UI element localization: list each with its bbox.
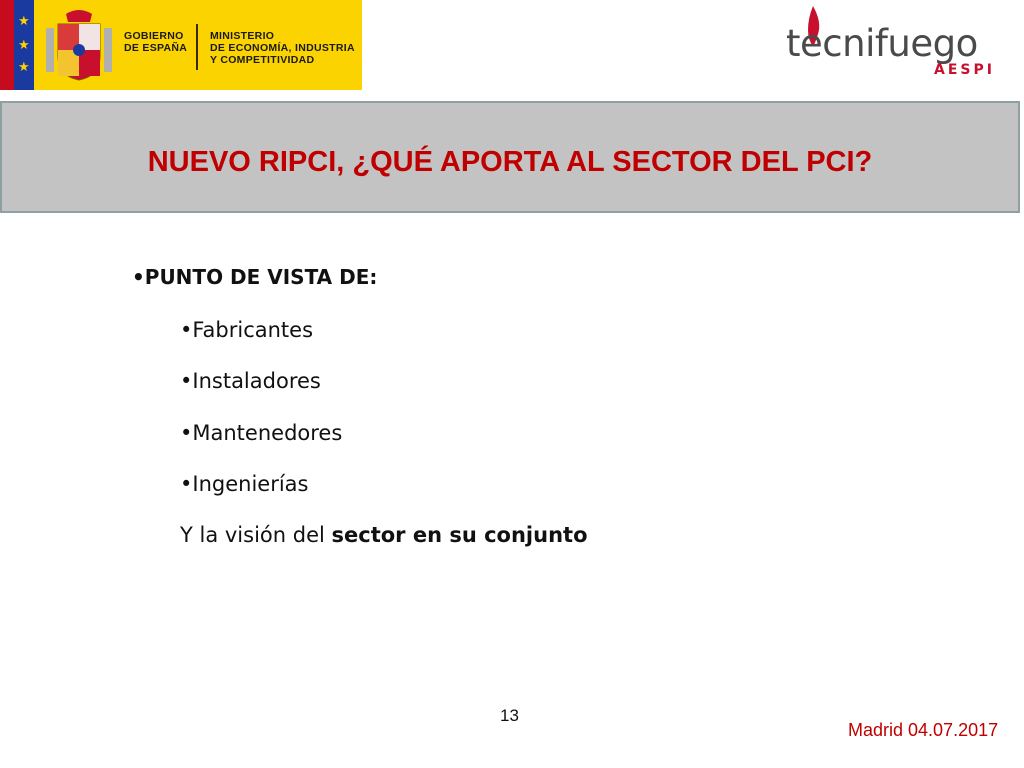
list-item: •Ingenierías xyxy=(180,472,309,496)
list-item: •Fabricantes xyxy=(180,318,314,342)
government-line2: DE ESPAÑA xyxy=(124,42,188,54)
star-icon: ★ xyxy=(18,59,30,74)
closing-prefix: Y la visión del xyxy=(180,523,332,547)
closing-line xyxy=(180,523,588,547)
list-item: •Instaladores xyxy=(180,369,321,393)
government-line1: GOBIERNO xyxy=(124,30,184,42)
footer-date: Madrid 04.07.2017 xyxy=(848,720,999,740)
ministry-name xyxy=(210,30,355,66)
eu-flag-strip xyxy=(14,0,34,90)
section-heading: •PUNTO DE VISTA DE: xyxy=(132,265,378,289)
government-name xyxy=(124,30,187,54)
star-icon: ★ xyxy=(18,37,30,52)
brand-subtitle: AESPI xyxy=(934,62,995,78)
government-banner xyxy=(0,0,362,90)
ministry-line1: MINISTERIO xyxy=(210,30,275,42)
page-number: 13 xyxy=(500,706,519,725)
tecnifuego-logo xyxy=(782,6,1012,82)
title-box xyxy=(0,101,1020,213)
list-item: •Mantenedores xyxy=(180,421,343,445)
ministry-line2: DE ECONOMÍA, INDUSTRIA xyxy=(210,42,355,54)
spain-coat-of-arms-icon xyxy=(44,8,114,82)
flag-strip xyxy=(0,0,14,90)
slide-title: NUEVO RIPCI, ¿QUÉ APORTA AL SECTOR DEL PCI? xyxy=(147,146,873,178)
closing-emphasis: sector en su conjunto xyxy=(331,523,588,547)
ministry-line3: Y COMPETITIVIDAD xyxy=(210,54,315,66)
brand-name: tecnifuego xyxy=(786,22,978,65)
banner-divider xyxy=(196,24,198,70)
star-icon: ★ xyxy=(18,13,30,28)
